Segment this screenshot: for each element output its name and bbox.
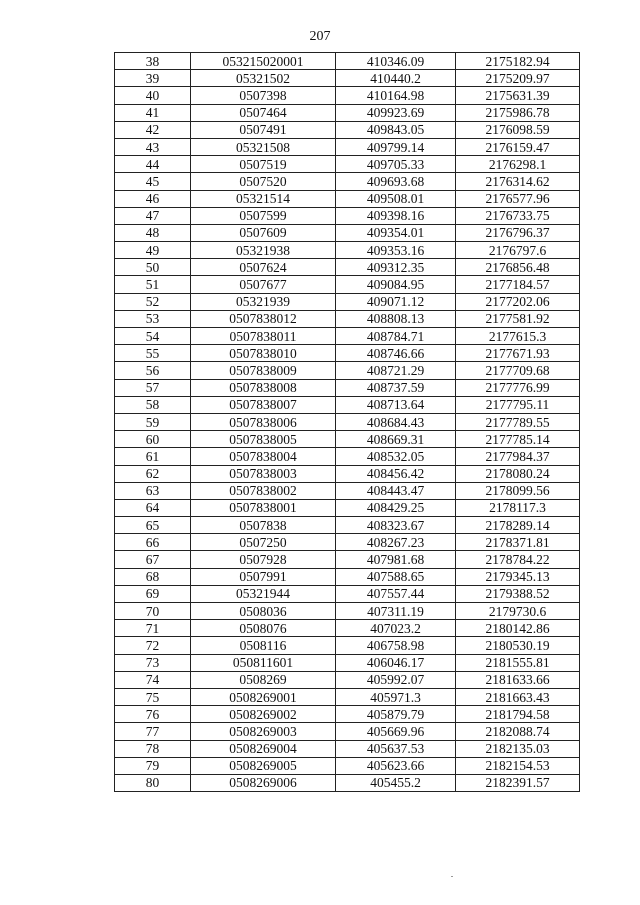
y-coordinate-cell: 2177785.14	[456, 431, 580, 448]
y-coordinate-cell: 2178117.3	[456, 499, 580, 516]
y-coordinate-cell: 2175986.78	[456, 104, 580, 121]
point-code-cell: 0507609	[191, 224, 336, 241]
y-coordinate-cell: 2175209.97	[456, 70, 580, 87]
row-number-cell: 79	[115, 757, 191, 774]
row-number-cell: 39	[115, 70, 191, 87]
row-number-cell: 77	[115, 723, 191, 740]
point-code-cell: 0507624	[191, 259, 336, 276]
table-row	[115, 362, 580, 379]
point-code-cell: 0507677	[191, 276, 336, 293]
x-coordinate-cell: 409705.33	[336, 156, 456, 173]
table-row	[115, 379, 580, 396]
point-code-cell: 0507491	[191, 121, 336, 138]
y-coordinate-cell: 2177776.99	[456, 379, 580, 396]
row-number-cell: 51	[115, 276, 191, 293]
row-number-cell: 69	[115, 585, 191, 602]
y-coordinate-cell: 2182135.03	[456, 740, 580, 757]
point-code-cell: 0507838007	[191, 396, 336, 413]
y-coordinate-cell: 2182154.53	[456, 757, 580, 774]
row-number-cell: 42	[115, 121, 191, 138]
table-row	[115, 413, 580, 430]
table-row	[115, 482, 580, 499]
table-row	[115, 637, 580, 654]
row-number-cell: 73	[115, 654, 191, 671]
row-number-cell: 47	[115, 207, 191, 224]
point-code-cell: 0507599	[191, 207, 336, 224]
row-number-cell: 55	[115, 345, 191, 362]
table-row	[115, 345, 580, 362]
row-number-cell: 46	[115, 190, 191, 207]
row-number-cell: 41	[115, 104, 191, 121]
y-coordinate-cell: 2181555.81	[456, 654, 580, 671]
table-row	[115, 723, 580, 740]
row-number-cell: 53	[115, 310, 191, 327]
point-code-cell: 0508269006	[191, 774, 336, 791]
y-coordinate-cell: 2177795.11	[456, 396, 580, 413]
x-coordinate-cell: 409693.68	[336, 173, 456, 190]
point-code-cell: 0508116	[191, 637, 336, 654]
row-number-cell: 59	[115, 413, 191, 430]
x-coordinate-cell: 407981.68	[336, 551, 456, 568]
row-number-cell: 76	[115, 706, 191, 723]
x-coordinate-cell: 408669.31	[336, 431, 456, 448]
point-code-cell: 0507838011	[191, 328, 336, 345]
y-coordinate-cell: 2178099.56	[456, 482, 580, 499]
table-row	[115, 757, 580, 774]
y-coordinate-cell: 2179388.52	[456, 585, 580, 602]
row-number-cell: 74	[115, 671, 191, 688]
x-coordinate-cell: 409923.69	[336, 104, 456, 121]
coordinates-table-body	[115, 53, 580, 792]
table-row	[115, 207, 580, 224]
table-row	[115, 138, 580, 155]
y-coordinate-cell: 2176797.6	[456, 242, 580, 259]
coordinates-table	[114, 52, 580, 792]
point-code-cell: 05321514	[191, 190, 336, 207]
y-coordinate-cell: 2179730.6	[456, 603, 580, 620]
table-row	[115, 465, 580, 482]
y-coordinate-cell: 2180142.86	[456, 620, 580, 637]
y-coordinate-cell: 2176733.75	[456, 207, 580, 224]
point-code-cell: 0508076	[191, 620, 336, 637]
row-number-cell: 50	[115, 259, 191, 276]
page-number: 207	[309, 29, 331, 44]
row-number-cell: 58	[115, 396, 191, 413]
table-row	[115, 104, 580, 121]
x-coordinate-cell: 410346.09	[336, 53, 456, 70]
y-coordinate-cell: 2177184.57	[456, 276, 580, 293]
table-row	[115, 121, 580, 138]
table-row	[115, 603, 580, 620]
point-code-cell: 0507838008	[191, 379, 336, 396]
point-code-cell: 0508036	[191, 603, 336, 620]
point-code-cell: 0507991	[191, 568, 336, 585]
x-coordinate-cell: 406758.98	[336, 637, 456, 654]
row-number-cell: 68	[115, 568, 191, 585]
table-row	[115, 654, 580, 671]
y-coordinate-cell: 2176159.47	[456, 138, 580, 155]
point-code-cell: 053215020001	[191, 53, 336, 70]
row-number-cell: 78	[115, 740, 191, 757]
point-code-cell: 0507520	[191, 173, 336, 190]
table-row	[115, 499, 580, 516]
row-number-cell: 64	[115, 499, 191, 516]
x-coordinate-cell: 407588.65	[336, 568, 456, 585]
point-code-cell: 0508269004	[191, 740, 336, 757]
row-number-cell: 63	[115, 482, 191, 499]
row-number-cell: 43	[115, 138, 191, 155]
point-code-cell: 0507838009	[191, 362, 336, 379]
y-coordinate-cell: 2180530.19	[456, 637, 580, 654]
point-code-cell: 0507838005	[191, 431, 336, 448]
x-coordinate-cell: 407311.19	[336, 603, 456, 620]
point-code-cell: 0507838006	[191, 413, 336, 430]
table-row	[115, 551, 580, 568]
x-coordinate-cell: 405637.53	[336, 740, 456, 757]
row-number-cell: 75	[115, 688, 191, 705]
x-coordinate-cell: 409084.95	[336, 276, 456, 293]
x-coordinate-cell: 408808.13	[336, 310, 456, 327]
x-coordinate-cell: 408713.64	[336, 396, 456, 413]
y-coordinate-cell: 2177671.93	[456, 345, 580, 362]
row-number-cell: 67	[115, 551, 191, 568]
table-row	[115, 688, 580, 705]
row-number-cell: 70	[115, 603, 191, 620]
x-coordinate-cell: 409398.16	[336, 207, 456, 224]
row-number-cell: 49	[115, 242, 191, 259]
point-code-cell: 050811601	[191, 654, 336, 671]
scan-speck	[451, 876, 453, 877]
point-code-cell: 05321502	[191, 70, 336, 87]
x-coordinate-cell: 408456.42	[336, 465, 456, 482]
x-coordinate-cell: 409354.01	[336, 224, 456, 241]
x-coordinate-cell: 408429.25	[336, 499, 456, 516]
table-row	[115, 87, 580, 104]
point-code-cell: 0507519	[191, 156, 336, 173]
y-coordinate-cell: 2178784.22	[456, 551, 580, 568]
row-number-cell: 66	[115, 534, 191, 551]
point-code-cell: 05321944	[191, 585, 336, 602]
table-row	[115, 517, 580, 534]
row-number-cell: 80	[115, 774, 191, 791]
row-number-cell: 52	[115, 293, 191, 310]
x-coordinate-cell: 405992.07	[336, 671, 456, 688]
table-row	[115, 276, 580, 293]
y-coordinate-cell: 2177709.68	[456, 362, 580, 379]
point-code-cell: 05321938	[191, 242, 336, 259]
y-coordinate-cell: 2176577.96	[456, 190, 580, 207]
row-number-cell: 65	[115, 517, 191, 534]
y-coordinate-cell: 2177615.3	[456, 328, 580, 345]
y-coordinate-cell: 2176856.48	[456, 259, 580, 276]
x-coordinate-cell: 408532.05	[336, 448, 456, 465]
row-number-cell: 60	[115, 431, 191, 448]
row-number-cell: 38	[115, 53, 191, 70]
y-coordinate-cell: 2181633.66	[456, 671, 580, 688]
point-code-cell: 0507838	[191, 517, 336, 534]
y-coordinate-cell: 2177202.06	[456, 293, 580, 310]
x-coordinate-cell: 405669.96	[336, 723, 456, 740]
point-code-cell: 0508269	[191, 671, 336, 688]
x-coordinate-cell: 409312.35	[336, 259, 456, 276]
y-coordinate-cell: 2176298.1	[456, 156, 580, 173]
table-row	[115, 310, 580, 327]
point-code-cell: 0507838012	[191, 310, 336, 327]
row-number-cell: 72	[115, 637, 191, 654]
table-row	[115, 534, 580, 551]
point-code-cell: 0507250	[191, 534, 336, 551]
point-code-cell: 0507838002	[191, 482, 336, 499]
x-coordinate-cell: 409071.12	[336, 293, 456, 310]
row-number-cell: 61	[115, 448, 191, 465]
x-coordinate-cell: 408746.66	[336, 345, 456, 362]
point-code-cell: 0507464	[191, 104, 336, 121]
y-coordinate-cell: 2176314.62	[456, 173, 580, 190]
y-coordinate-cell: 2179345.13	[456, 568, 580, 585]
y-coordinate-cell: 2178289.14	[456, 517, 580, 534]
x-coordinate-cell: 405623.66	[336, 757, 456, 774]
table-row	[115, 173, 580, 190]
x-coordinate-cell: 405455.2	[336, 774, 456, 791]
row-number-cell: 40	[115, 87, 191, 104]
y-coordinate-cell: 2177581.92	[456, 310, 580, 327]
table-row	[115, 224, 580, 241]
x-coordinate-cell: 408267.23	[336, 534, 456, 551]
row-number-cell: 57	[115, 379, 191, 396]
y-coordinate-cell: 2176796.37	[456, 224, 580, 241]
table-row	[115, 448, 580, 465]
table-row	[115, 190, 580, 207]
table-row	[115, 70, 580, 87]
x-coordinate-cell: 408684.43	[336, 413, 456, 430]
row-number-cell: 56	[115, 362, 191, 379]
y-coordinate-cell: 2176098.59	[456, 121, 580, 138]
point-code-cell: 0507838010	[191, 345, 336, 362]
row-number-cell: 71	[115, 620, 191, 637]
table-row	[115, 706, 580, 723]
x-coordinate-cell: 405971.3	[336, 688, 456, 705]
x-coordinate-cell: 408323.67	[336, 517, 456, 534]
row-number-cell: 45	[115, 173, 191, 190]
x-coordinate-cell: 407557.44	[336, 585, 456, 602]
point-code-cell: 0507398	[191, 87, 336, 104]
x-coordinate-cell: 409799.14	[336, 138, 456, 155]
x-coordinate-cell: 409353.16	[336, 242, 456, 259]
x-coordinate-cell: 409508.01	[336, 190, 456, 207]
y-coordinate-cell: 2178371.81	[456, 534, 580, 551]
row-number-cell: 62	[115, 465, 191, 482]
table-row	[115, 774, 580, 791]
x-coordinate-cell: 408737.59	[336, 379, 456, 396]
table-row	[115, 568, 580, 585]
x-coordinate-cell: 405879.79	[336, 706, 456, 723]
point-code-cell: 0508269005	[191, 757, 336, 774]
table-row	[115, 156, 580, 173]
table-row	[115, 740, 580, 757]
point-code-cell: 0507838003	[191, 465, 336, 482]
table-row	[115, 293, 580, 310]
x-coordinate-cell: 407023.2	[336, 620, 456, 637]
y-coordinate-cell: 2175631.39	[456, 87, 580, 104]
y-coordinate-cell: 2177984.37	[456, 448, 580, 465]
row-number-cell: 44	[115, 156, 191, 173]
x-coordinate-cell: 408721.29	[336, 362, 456, 379]
point-code-cell: 0507838001	[191, 499, 336, 516]
y-coordinate-cell: 2182088.74	[456, 723, 580, 740]
table-row	[115, 585, 580, 602]
table-row	[115, 53, 580, 70]
point-code-cell: 0508269003	[191, 723, 336, 740]
table-row	[115, 431, 580, 448]
point-code-cell: 0508269002	[191, 706, 336, 723]
x-coordinate-cell: 410440.2	[336, 70, 456, 87]
point-code-cell: 05321939	[191, 293, 336, 310]
row-number-cell: 54	[115, 328, 191, 345]
y-coordinate-cell: 2181663.43	[456, 688, 580, 705]
x-coordinate-cell: 408443.47	[336, 482, 456, 499]
point-code-cell: 0508269001	[191, 688, 336, 705]
table-row	[115, 671, 580, 688]
row-number-cell: 48	[115, 224, 191, 241]
x-coordinate-cell: 406046.17	[336, 654, 456, 671]
y-coordinate-cell: 2181794.58	[456, 706, 580, 723]
table-row	[115, 259, 580, 276]
point-code-cell: 0507928	[191, 551, 336, 568]
y-coordinate-cell: 2182391.57	[456, 774, 580, 791]
x-coordinate-cell: 409843.05	[336, 121, 456, 138]
point-code-cell: 05321508	[191, 138, 336, 155]
y-coordinate-cell: 2175182.94	[456, 53, 580, 70]
y-coordinate-cell: 2177789.55	[456, 413, 580, 430]
table-row	[115, 396, 580, 413]
table-row	[115, 328, 580, 345]
point-code-cell: 0507838004	[191, 448, 336, 465]
x-coordinate-cell: 410164.98	[336, 87, 456, 104]
y-coordinate-cell: 2178080.24	[456, 465, 580, 482]
table-row	[115, 620, 580, 637]
x-coordinate-cell: 408784.71	[336, 328, 456, 345]
table-row	[115, 242, 580, 259]
